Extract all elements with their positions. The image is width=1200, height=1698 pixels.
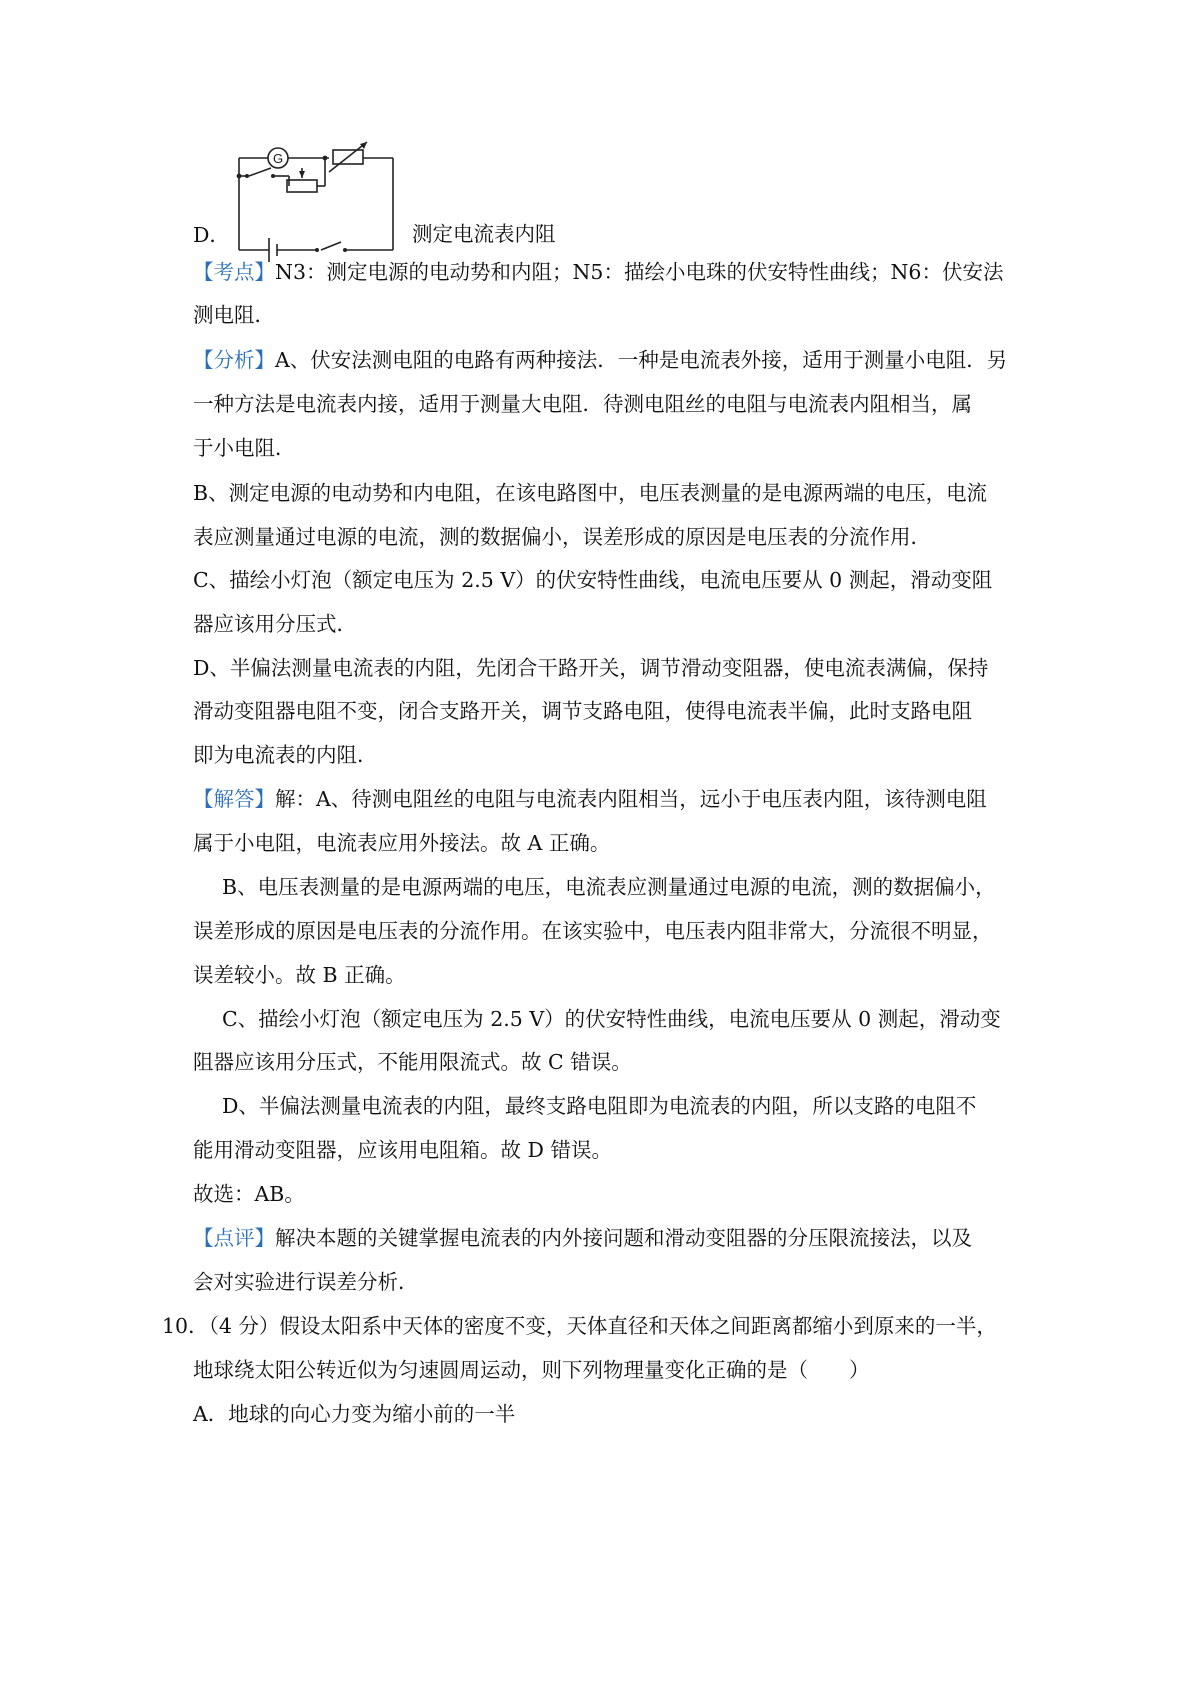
kaodian-line-2: 测电阻． bbox=[193, 303, 275, 327]
jieda-line-6: C、描绘小灯泡（额定电压为 2.5 V）的伏安特性曲线，电流电压要从 0 测起，滑动变 bbox=[222, 1007, 1001, 1031]
half-deflection-circuit-diagram bbox=[225, 138, 410, 260]
dianping-tag: 【点评】 bbox=[193, 1226, 275, 1250]
jieda-line-1: 【解答】解：A、待测电阻丝的电阻与电流表内阻相当，远小于电压表内阻，该待测电阻 bbox=[193, 787, 987, 811]
kaodian-tag: 【考点】 bbox=[193, 260, 275, 284]
fenxi-line-6: C、描绘小灯泡（额定电压为 2.5 V）的伏安特性曲线，电流电压要从 0 测起，滑动变阻 bbox=[193, 568, 993, 592]
fenxi-line-1: 【分析】A、伏安法测电阻的电路有两种接法．一种是电流表外接，适用于测量小电阻．另 bbox=[193, 348, 1008, 372]
jieda-line-8: D、半偏法测量电流表的内阻，最终支路电阻即为电流表的内阻，所以支路的电阻不 bbox=[222, 1094, 977, 1118]
jieda-line-7: 阻器应该用分压式，不能用限流式。故 C 错误。 bbox=[193, 1050, 632, 1074]
fenxi-line-4: B、测定电源的电动势和内电阻，在该电路图中，电压表测量的是电源两端的电压，电流 bbox=[193, 481, 988, 505]
fenxi-line-9: 滑动变阻器电阻不变，闭合支路开关，调节支路电阻，使得电流表半偏，此时支路电阻 bbox=[193, 699, 972, 723]
fenxi-line-2: 一种方法是电流表内接，适用于测量大电阻．待测电阻丝的电阻与电流表内阻相当，属 bbox=[193, 392, 972, 416]
galvanometer-label: G bbox=[272, 151, 284, 166]
fenxi-line-8: D、半偏法测量电流表的内阻，先闭合干路开关，调节滑动变阻器，使电流表满偏，保持 bbox=[193, 656, 989, 680]
jieda-line-4: 误差形成的原因是电压表的分流作用。在该实验中，电压表内阻非常大，分流很不明显， bbox=[193, 919, 993, 943]
question-10-option-a: A．地球的向心力变为缩小前的一半 bbox=[193, 1402, 516, 1426]
option-d-caption: 测定电流表内阻 bbox=[412, 222, 556, 246]
jieda-line-10: 故选：AB。 bbox=[193, 1182, 305, 1206]
jieda-line-9: 能用滑动变阻器，应该用电阻箱。故 D 错误。 bbox=[193, 1138, 612, 1162]
jieda-tag: 【解答】 bbox=[193, 787, 275, 811]
fenxi-tag: 【分析】 bbox=[193, 348, 275, 372]
option-d-letter: D． bbox=[193, 223, 230, 247]
kaodian-line-1: 【考点】N3：测定电源的电动势和内阻；N5：描绘小电珠的伏安特性曲线；N6：伏安法 bbox=[193, 260, 1004, 284]
fenxi-line-3: 于小电阻． bbox=[193, 436, 296, 460]
fenxi-line-10: 即为电流表的内阻． bbox=[193, 743, 378, 767]
jieda-line-3: B、电压表测量的是电源两端的电压，电流表应测量通过电源的电流，测的数据偏小， bbox=[222, 875, 996, 899]
jieda-line-2: 属于小电阻，电流表应用外接法。故 A 正确。 bbox=[193, 831, 611, 855]
fenxi-line-7: 器应该用分压式． bbox=[193, 612, 357, 636]
question-10-line-1: 10．（4 分）假设太阳系中天体的密度不变，天体直径和天体之间距离都缩小到原来的一半， bbox=[162, 1314, 997, 1338]
jieda-line-5: 误差较小。故 B 正确。 bbox=[193, 963, 406, 987]
fenxi-line-5: 表应测量通过电源的电流，测的数据偏小，误差形成的原因是电压表的分流作用． bbox=[193, 525, 931, 549]
question-10-line-2: 地球绕太阳公转近似为匀速圆周运动，则下列物理量变化正确的是（ ） bbox=[193, 1358, 870, 1382]
dianping-line-1: 【点评】解决本题的关键掌握电流表的内外接问题和滑动变阻器的分压限流接法，以及 bbox=[193, 1226, 972, 1250]
dianping-line-2: 会对实验进行误差分析． bbox=[193, 1270, 419, 1294]
